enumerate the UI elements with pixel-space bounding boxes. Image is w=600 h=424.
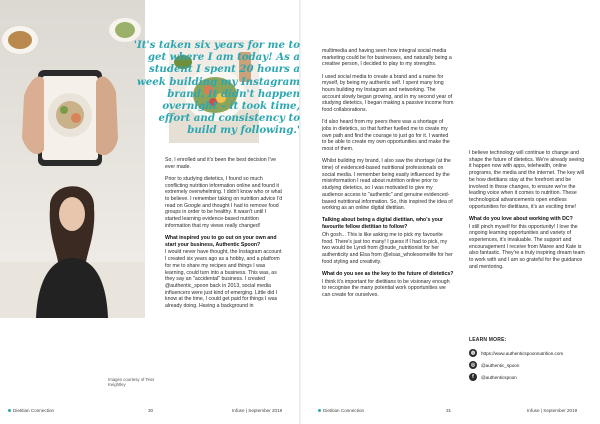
paragraph: I think it's important for dietitians to be visionary enough to recognise the many potential work opportunities we can create for ourselves.	[322, 278, 450, 298]
page-number-left: 30	[148, 408, 154, 413]
photo-caption: Images courtesy of Tess Keightley	[108, 377, 155, 388]
interview-question: What do you love about working with DC?	[469, 215, 573, 222]
footer-brand-left	[8, 408, 54, 413]
page-number-right: 31	[446, 408, 452, 413]
paragraph: multimedia and having seen how integral social media marketing could be for businesses, and naturally being a creative person, I decided to play to my strengths.	[322, 48, 452, 68]
paragraph: Prior to studying dietetics, I found so much conflicting nutrition information online and found it extremely overwhelming. I didn't know who or what to believe. I remember taking on nutrition advice I'd read on Google and thought I had to remove food groups in order to be healthy. It wasn't until I started learning evidence-based nutrition information that my views really changed!	[165, 175, 283, 229]
pull-quote: 'It's taken six years for me to get where I am today! As a student I spent 20 hours a week building my Instagram brand. It didn't happen overnight – it took time, effort and consistency to build my following.'	[133, 39, 300, 137]
paragraph: I believe technology will continue to change and shape the future of dietetics. We're already seeing it happen now with apps, telehealth, online programs, the media and the internet. The key will be how dietitians stay at the forefront and be involved in these changes, to ensure we're the leading voice when it comes to nutrition. These technological advancements open endless opportunities for dietitians, it's an exciting time!	[469, 150, 585, 210]
issue-label-right: Infuse | September 2019	[527, 408, 578, 413]
website-link[interactable]	[469, 347, 589, 359]
issue-label-left: Infuse | September 2019	[232, 408, 283, 413]
brand-logo-icon	[318, 409, 321, 412]
website-url[interactable]: https://www.authenticspoonnutrition.com	[481, 350, 564, 356]
paragraph: Oh gosh... This is like asking me to pick my favourite food. There's just too many! I guess if I had to pick, my two would be Lyndi from @nude_nutritionist for her authenticity and Elsa from @elsas_wholesomelife for her food styling and creativity.	[322, 231, 453, 265]
globe-icon: ◍	[470, 350, 476, 356]
interview-question: What inspired you to go out on your own and start your business, Authentic Spoon?	[165, 235, 277, 248]
right-text-column	[469, 150, 586, 276]
brand-logo-icon	[8, 409, 11, 412]
paragraph: I would never have thought, the Instagram account I created six years ago as a hobby, and a platform for me to share my recipes and things I was learning, could turn into a business. This was, as they say an "accidental" business. I created @authentic_spoon back in 2013, social media influencers were just kind of emerging. Little did I know at the time, I could get paid for things I was already doing. Having a background in	[165, 249, 282, 310]
facebook-icon: f	[469, 373, 477, 381]
footer-brand-right	[318, 408, 364, 413]
feature-photo	[0, 0, 145, 318]
facebook-link[interactable]	[469, 371, 589, 383]
learn-more-box	[469, 337, 589, 383]
instagram-icon: ◎	[470, 362, 476, 368]
left-text-column	[165, 157, 283, 315]
facebook-handle[interactable]: @authenticspoon	[481, 374, 517, 380]
paragraph: Whilst building my brand, I also saw the shortage (at the time) of evidenced-based nutritional professionals on social media. I remember being easily influenced by the misinformation I read about nutrition online prior to studying dietetics, so I was motivated to give my audience access to "authentic" and genuine evidenced-based nutritional information. So, this inspired the idea of working as an online digital dietitian.	[322, 158, 453, 212]
brand-name: Dietitian Connection	[323, 408, 365, 413]
learn-more-label: LEARN MORE:	[469, 337, 507, 343]
paragraph: So, I enrolled and it's been the best decision I've ever made.	[165, 157, 276, 170]
brand-name: Dietitian Connection	[13, 408, 55, 413]
paragraph: I used social media to create a brand and a name for myself, by being my authentic self. I spent many long hours building my Instagram and networking. The account slowly began growing, and in my second year of studying dietetics, I began making a passive income from food collaborations.	[322, 73, 454, 114]
paragraph: I still pinch myself for this opportunity! I love the ongoing learning opportunities and variety of experiences, it's invaluable. The support and encouragement I receive from Maree and Kate is also fantastic. They're a truly inspiring dream team to work with and I am so grateful for the guidance and mentoring.	[469, 223, 585, 270]
instagram-handle[interactable]: @authentic_spoon	[481, 362, 520, 368]
instagram-link[interactable]	[469, 359, 589, 371]
interview-question: What do you see as the key to the future of dietetics?	[322, 270, 454, 277]
middle-text-column	[322, 48, 454, 304]
paragraph: I'd also heard from my peers there was a shortage of jobs in dietetics, so that further fuelled me to create my own path and find the courage to just go for it. I wanted to be able to create my own opportunities and make the most of them.	[322, 119, 450, 153]
interview-question: Talking about being a digital dietitian, who's your favourite fellow dietitian to follow?	[322, 217, 444, 231]
